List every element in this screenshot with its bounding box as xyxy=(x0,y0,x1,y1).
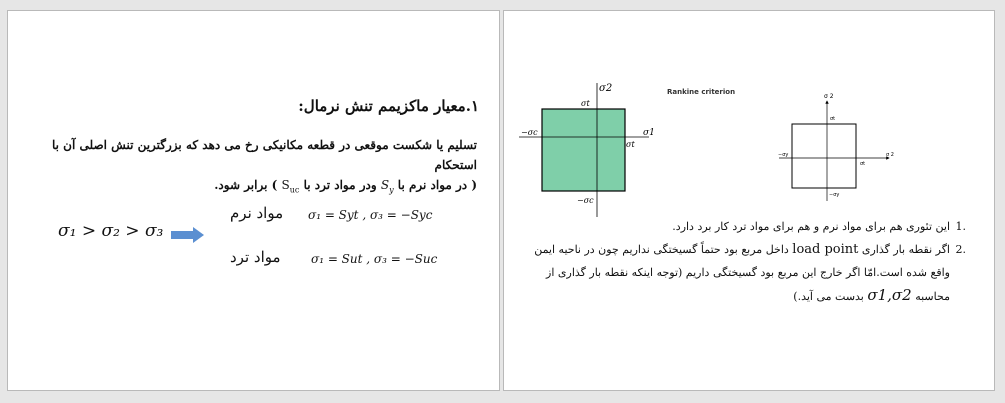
description-line-2 xyxy=(37,175,477,200)
right-arrow-icon xyxy=(171,227,205,243)
list-item-text-b: داخل مربع بود حتماً گسیختگی نداریم چون در ناحیه ایمن واقع شده است.امّا اگر خارج این مربع بود گسیختگی داریم (توجه اینکه نقطه بار گذاری از محاسبه xyxy=(534,243,950,303)
slide-title: ۱.معیار ماکزیمم تنش نرمال: xyxy=(298,97,479,115)
list-item-number: .1 xyxy=(955,220,966,233)
outline-label-sigma2: σ 2 xyxy=(824,93,834,100)
desc-text-b: ودر مواد ترد با xyxy=(303,178,377,192)
list-item xyxy=(526,238,966,308)
label-sigma-t-right: σt xyxy=(626,140,635,149)
load-point-term: load point xyxy=(792,242,859,257)
list-item-text-a: اگر نقطه بار گذاری xyxy=(861,243,950,256)
ductile-formula: σ₁ = Syt , σ₃ = −Syc xyxy=(308,208,433,222)
outline-label-sigma-t-right: σt xyxy=(860,161,866,167)
desc-text-c: ) برابر شود. xyxy=(214,178,278,192)
label-sigma2: σ2 xyxy=(599,83,613,94)
slide-left xyxy=(7,10,500,391)
rankine-diagram-filled xyxy=(519,79,664,219)
rankine-diagram-outline xyxy=(774,89,899,209)
sy-symbol: $S_y$ xyxy=(380,178,394,195)
principal-stress-inequality: σ₁ > σ₂ > σ₃ xyxy=(58,221,164,241)
notes-list xyxy=(526,215,966,308)
list-item-number: .2 xyxy=(955,243,966,256)
outline-label-neg-sigma-y-left: −σy xyxy=(778,152,789,158)
slide-right xyxy=(503,10,995,391)
criterion-description xyxy=(37,135,477,200)
description-line-1: تسلیم یا شکست موقعی در قطعه مکانیکی رخ می دهد که بزرگترین تنش اصلی آن با استحکام xyxy=(51,138,477,172)
brittle-label: مواد ترد xyxy=(230,248,281,266)
outline-square xyxy=(792,124,856,188)
list-item xyxy=(526,215,966,238)
label-neg-sigma-c-bottom: −σc xyxy=(577,196,594,205)
ductile-label: مواد نرم xyxy=(230,204,284,222)
label-sigma1: σ1 xyxy=(643,128,655,138)
outline-label-sigma-t-top: σt xyxy=(830,116,836,122)
list-item-text: این تئوری هم برای مواد نرم و هم برای مواد ترد کار برد دارد. xyxy=(672,220,950,233)
outline-label-neg-sigma-y-bottom: −σy xyxy=(829,192,840,198)
brittle-formula: σ₁ = Sut , σ₃ = −Suc xyxy=(311,252,438,266)
outline-label-sigma2-right: σ 2 xyxy=(886,152,894,158)
rankine-caption: Rankine criterion xyxy=(667,88,736,96)
desc-text-a: ( در مواد نرم با xyxy=(397,178,477,192)
safe-region-square xyxy=(542,109,625,191)
label-sigma-t-top: σt xyxy=(581,99,590,108)
suc-symbol: $S_{uc}$ xyxy=(281,178,300,195)
sigma-symbols: σ1,σ2 xyxy=(867,286,912,304)
list-item-text-c: بدست می آید.) xyxy=(793,290,864,303)
label-neg-sigma-c-left: −σc xyxy=(521,128,538,137)
